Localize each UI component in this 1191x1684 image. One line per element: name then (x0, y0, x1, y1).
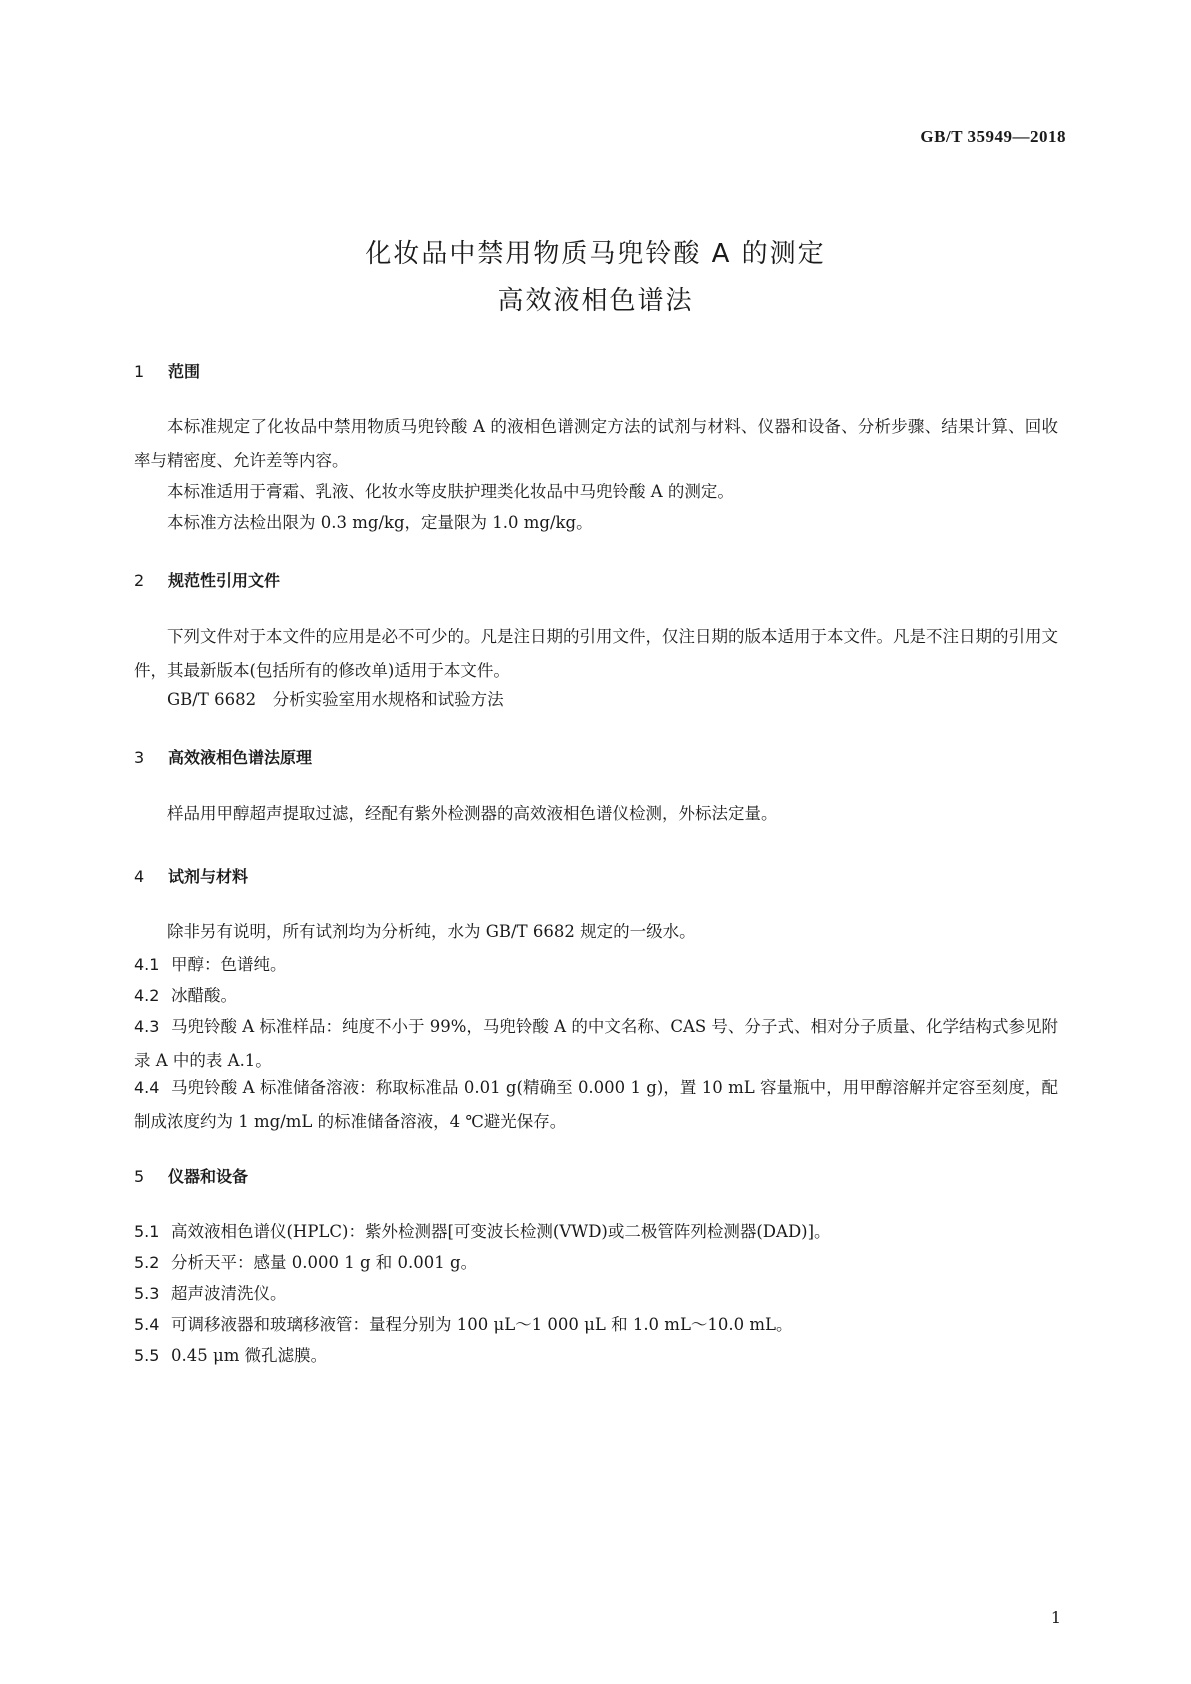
document-subtitle: 高效液相色谱法 (497, 286, 694, 316)
clause-4-3 (134, 1010, 1058, 1078)
clause-text: 超声波清洗仪。 (171, 1284, 287, 1303)
section-number: 2 (134, 571, 145, 590)
clause-number: 5.2 (134, 1253, 160, 1272)
clause-number: 5.5 (134, 1346, 160, 1365)
section-number: 3 (134, 748, 145, 767)
clause-5-5 (134, 1339, 1058, 1373)
section-number: 4 (134, 867, 145, 886)
clause-number: 4.2 (134, 986, 160, 1005)
section-5-heading (134, 1164, 248, 1187)
section-1-paragraph-3: 本标准方法检出限为 0.3 mg/kg，定量限为 1.0 mg/kg。 (167, 513, 593, 532)
section-1-heading (134, 359, 200, 382)
clause-4-1 (134, 948, 1058, 982)
section-title: 规范性引用文件 (168, 571, 281, 590)
section-2-paragraph-1: 下列文件对于本文件的应用是必不可少的。凡是注日期的引用文件，仅注日期的版本适用于本文件。凡是不注日期的引用文件，其最新版本(包括所有的修改单)适用于本文件。 (134, 627, 1058, 680)
section-title: 试剂与材料 (168, 867, 249, 886)
clause-text: 甲醇：色谱纯。 (171, 955, 287, 974)
clause-5-3 (134, 1277, 1058, 1311)
clause-5-1 (134, 1215, 1058, 1249)
clause-number: 4.3 (134, 1017, 160, 1036)
page-number: 1 (1050, 1608, 1061, 1627)
section-1-paragraph-2: 本标准适用于膏霜、乳液、化妆水等皮肤护理类化妆品中马兜铃酸 A 的测定。 (167, 482, 734, 501)
clause-5-2 (134, 1246, 1058, 1280)
section-3-heading (134, 745, 312, 768)
section-number: 5 (134, 1167, 145, 1186)
clause-text: 分析天平：感量 0.000 1 g 和 0.001 g。 (171, 1253, 478, 1272)
section-1-paragraph-1: 本标准规定了化妆品中禁用物质马兜铃酸 A 的液相色谱测定方法的试剂与材料、仪器和设备、分析步骤、结果计算、回收率与精密度、允许差等内容。 (134, 417, 1058, 470)
section-title: 高效液相色谱法原理 (168, 748, 313, 767)
clause-number: 4.4 (134, 1078, 160, 1097)
standard-code: GB/T 35949—2018 (920, 127, 1066, 146)
section-3-paragraph-1: 样品用甲醇超声提取过滤，经配有紫外检测器的高效液相色谱仪检测，外标法定量。 (167, 804, 778, 823)
clause-number: 5.1 (134, 1222, 160, 1241)
clause-5-4 (134, 1308, 1058, 1342)
clause-4-2 (134, 979, 1058, 1013)
section-title: 仪器和设备 (168, 1167, 249, 1186)
normative-reference: GB/T 6682 分析实验室用水规格和试验方法 (167, 690, 504, 709)
clause-number: 5.4 (134, 1315, 160, 1334)
clause-text: 可调移液器和玻璃移液管：量程分别为 100 μL～1 000 μL 和 1.0 mL～10.0 mL。 (171, 1315, 793, 1334)
section-2-heading (134, 568, 280, 591)
section-4-heading (134, 864, 248, 887)
section-title: 范围 (168, 362, 201, 381)
clause-text: 马兜铃酸 A 标准储备溶液：称取标准品 0.01 g(精确至 0.000 1 g)，置 10 mL 容量瓶中，用甲醇溶解并定容至刻度，配制成浓度约为 1 mg/mL 的标准储备溶液，4 ℃避光保存。 (134, 1078, 1058, 1131)
clause-text: 0.45 μm 微孔滤膜。 (171, 1346, 328, 1365)
document-title: 化妆品中禁用物质马兜铃酸 A 的测定 (365, 239, 826, 269)
clause-text: 高效液相色谱仪(HPLC)：紫外检测器[可变波长检测(VWD)或二极管阵列检测器(DAD)]。 (171, 1222, 831, 1241)
clause-text: 冰醋酸。 (171, 986, 237, 1005)
clause-number: 5.3 (134, 1284, 160, 1303)
section-number: 1 (134, 362, 145, 381)
clause-number: 4.1 (134, 955, 160, 974)
clause-4-4 (134, 1071, 1058, 1139)
section-4-paragraph-1: 除非另有说明，所有试剂均为分析纯，水为 GB/T 6682 规定的一级水。 (167, 922, 696, 941)
clause-text: 马兜铃酸 A 标准样品：纯度不小于 99%，马兜铃酸 A 的中文名称、CAS 号、分子式、相对分子质量、化学结构式参见附录 A 中的表 A.1。 (134, 1017, 1058, 1070)
